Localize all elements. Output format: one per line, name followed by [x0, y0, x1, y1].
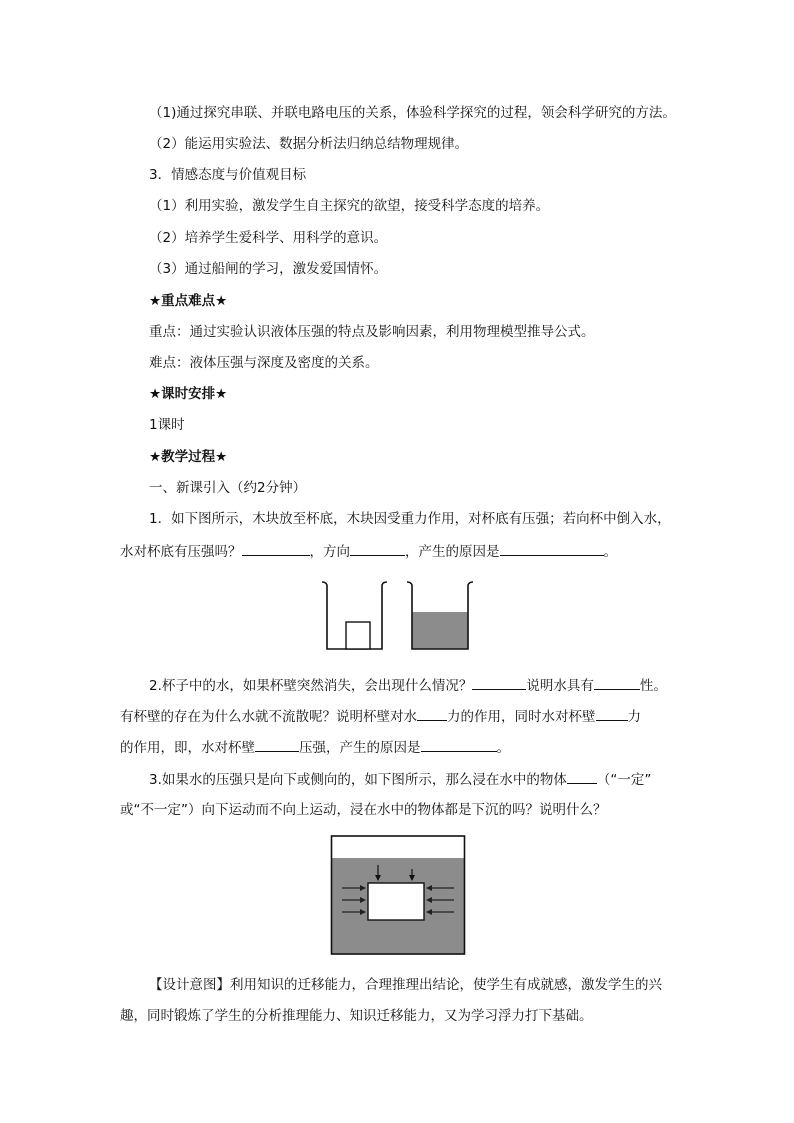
schedule-value: 1课时 — [149, 417, 185, 433]
question-1-direction-text: ，方向 — [309, 544, 350, 560]
question-2-line-3 — [120, 737, 510, 758]
question-2-text-c: 性。 — [639, 678, 667, 694]
answer-blank — [242, 541, 310, 556]
answer-blank — [421, 737, 497, 752]
question-2-text-b: 说明水具有 — [526, 678, 594, 694]
question-2-line-1 — [149, 675, 667, 696]
objective-item-3-1: （1）利用实验，激发学生自主探究的欲望，接受科学态度的培养。 — [149, 198, 550, 214]
question-3-text-b: （“一定” — [596, 772, 652, 788]
question-2-end: 。 — [496, 740, 510, 756]
key-points-heading: ★重点难点★ — [149, 293, 228, 309]
answer-blank — [596, 706, 628, 721]
key-point-text: 重点：通过实验认识液体压强的特点及影响因素，利用物理模型推导公式。 — [149, 324, 595, 340]
question-2-line-2 — [120, 706, 641, 727]
answer-blank — [417, 706, 447, 721]
process-heading: ★教学过程★ — [149, 449, 228, 465]
section-heading: 一、新课引入（约2分钟） — [149, 480, 307, 496]
beakers-figure — [318, 576, 478, 656]
objective-item-3-3: （3）通过船闸的学习，激发爱国情怀。 — [149, 261, 388, 277]
question-3-line-2: 或“不一定”）向下运动而不向上运动，浸在水中的物体都是下沉的吗？说明什么？ — [120, 802, 607, 818]
question-3-line-1 — [149, 769, 651, 790]
beaker-with-block-icon — [322, 582, 387, 649]
question-2-pressure-text: 的作用，即，水对杯壁 — [120, 740, 255, 756]
question-2-wall-text: 有杯壁的存在为什么水就不流散呢？说明杯壁对水 — [120, 709, 417, 725]
objective-item-1: （1)通过探究串联、并联电路电压的关系，体验科学探究的过程，领会科学研究的方法。 — [149, 105, 676, 121]
question-1-line-2 — [120, 541, 617, 562]
objective-heading-3: 3．情感态度与价值观目标 — [149, 167, 307, 183]
answer-blank — [567, 769, 597, 784]
objective-item-2: （2）能运用实验法、数据分析法归纳总结物理规律。 — [149, 136, 469, 152]
question-1-line-1: 1．如下图所示，木块放至杯底，木块因受重力作用，对杯底有压强；若向杯中倒入水， — [149, 511, 671, 527]
schedule-heading: ★课时安排★ — [149, 386, 228, 402]
question-1-end: 。 — [603, 544, 617, 560]
design-intent-line-1: 【设计意图】利用知识的迁移能力，合理推理出结论，使学生有成就感，激发学生的兴 — [149, 977, 662, 993]
question-2-wall-text-c: 力 — [627, 709, 641, 725]
answer-blank — [500, 541, 604, 556]
difficulty-text: 难点：液体压强与深度及密度的关系。 — [149, 355, 379, 371]
submerged-block-figure — [330, 834, 466, 956]
objective-item-3-2: （2）培养学生爱科学、用科学的意识。 — [149, 230, 388, 246]
answer-blank — [255, 737, 299, 752]
answer-blank — [472, 675, 526, 690]
question-2-text: 2.杯子中的水，如果杯壁突然消失，会出现什么情况？ — [149, 678, 473, 694]
beaker-with-water-icon — [407, 582, 473, 649]
submerged-block-pressure-icon — [332, 836, 465, 954]
question-2-wall-text-b: 力的作用，同时水对杯壁 — [447, 709, 596, 725]
question-2-pressure-text-b: 压强，产生的原因是 — [299, 740, 421, 756]
question-3-text: 3.如果水的压强只是向下或侧向的，如下图所示，那么浸在水中的物体 — [149, 772, 567, 788]
question-1-cause-text: ，产生的原因是 — [405, 544, 500, 560]
design-intent-line-2: 趣，同时锻炼了学生的分析推理能力、知识迁移能力，又为学习浮力打下基础。 — [120, 1008, 593, 1024]
question-1-text: 水对杯底有压强吗？ — [120, 544, 242, 560]
answer-blank — [594, 675, 640, 690]
answer-blank — [350, 541, 405, 556]
